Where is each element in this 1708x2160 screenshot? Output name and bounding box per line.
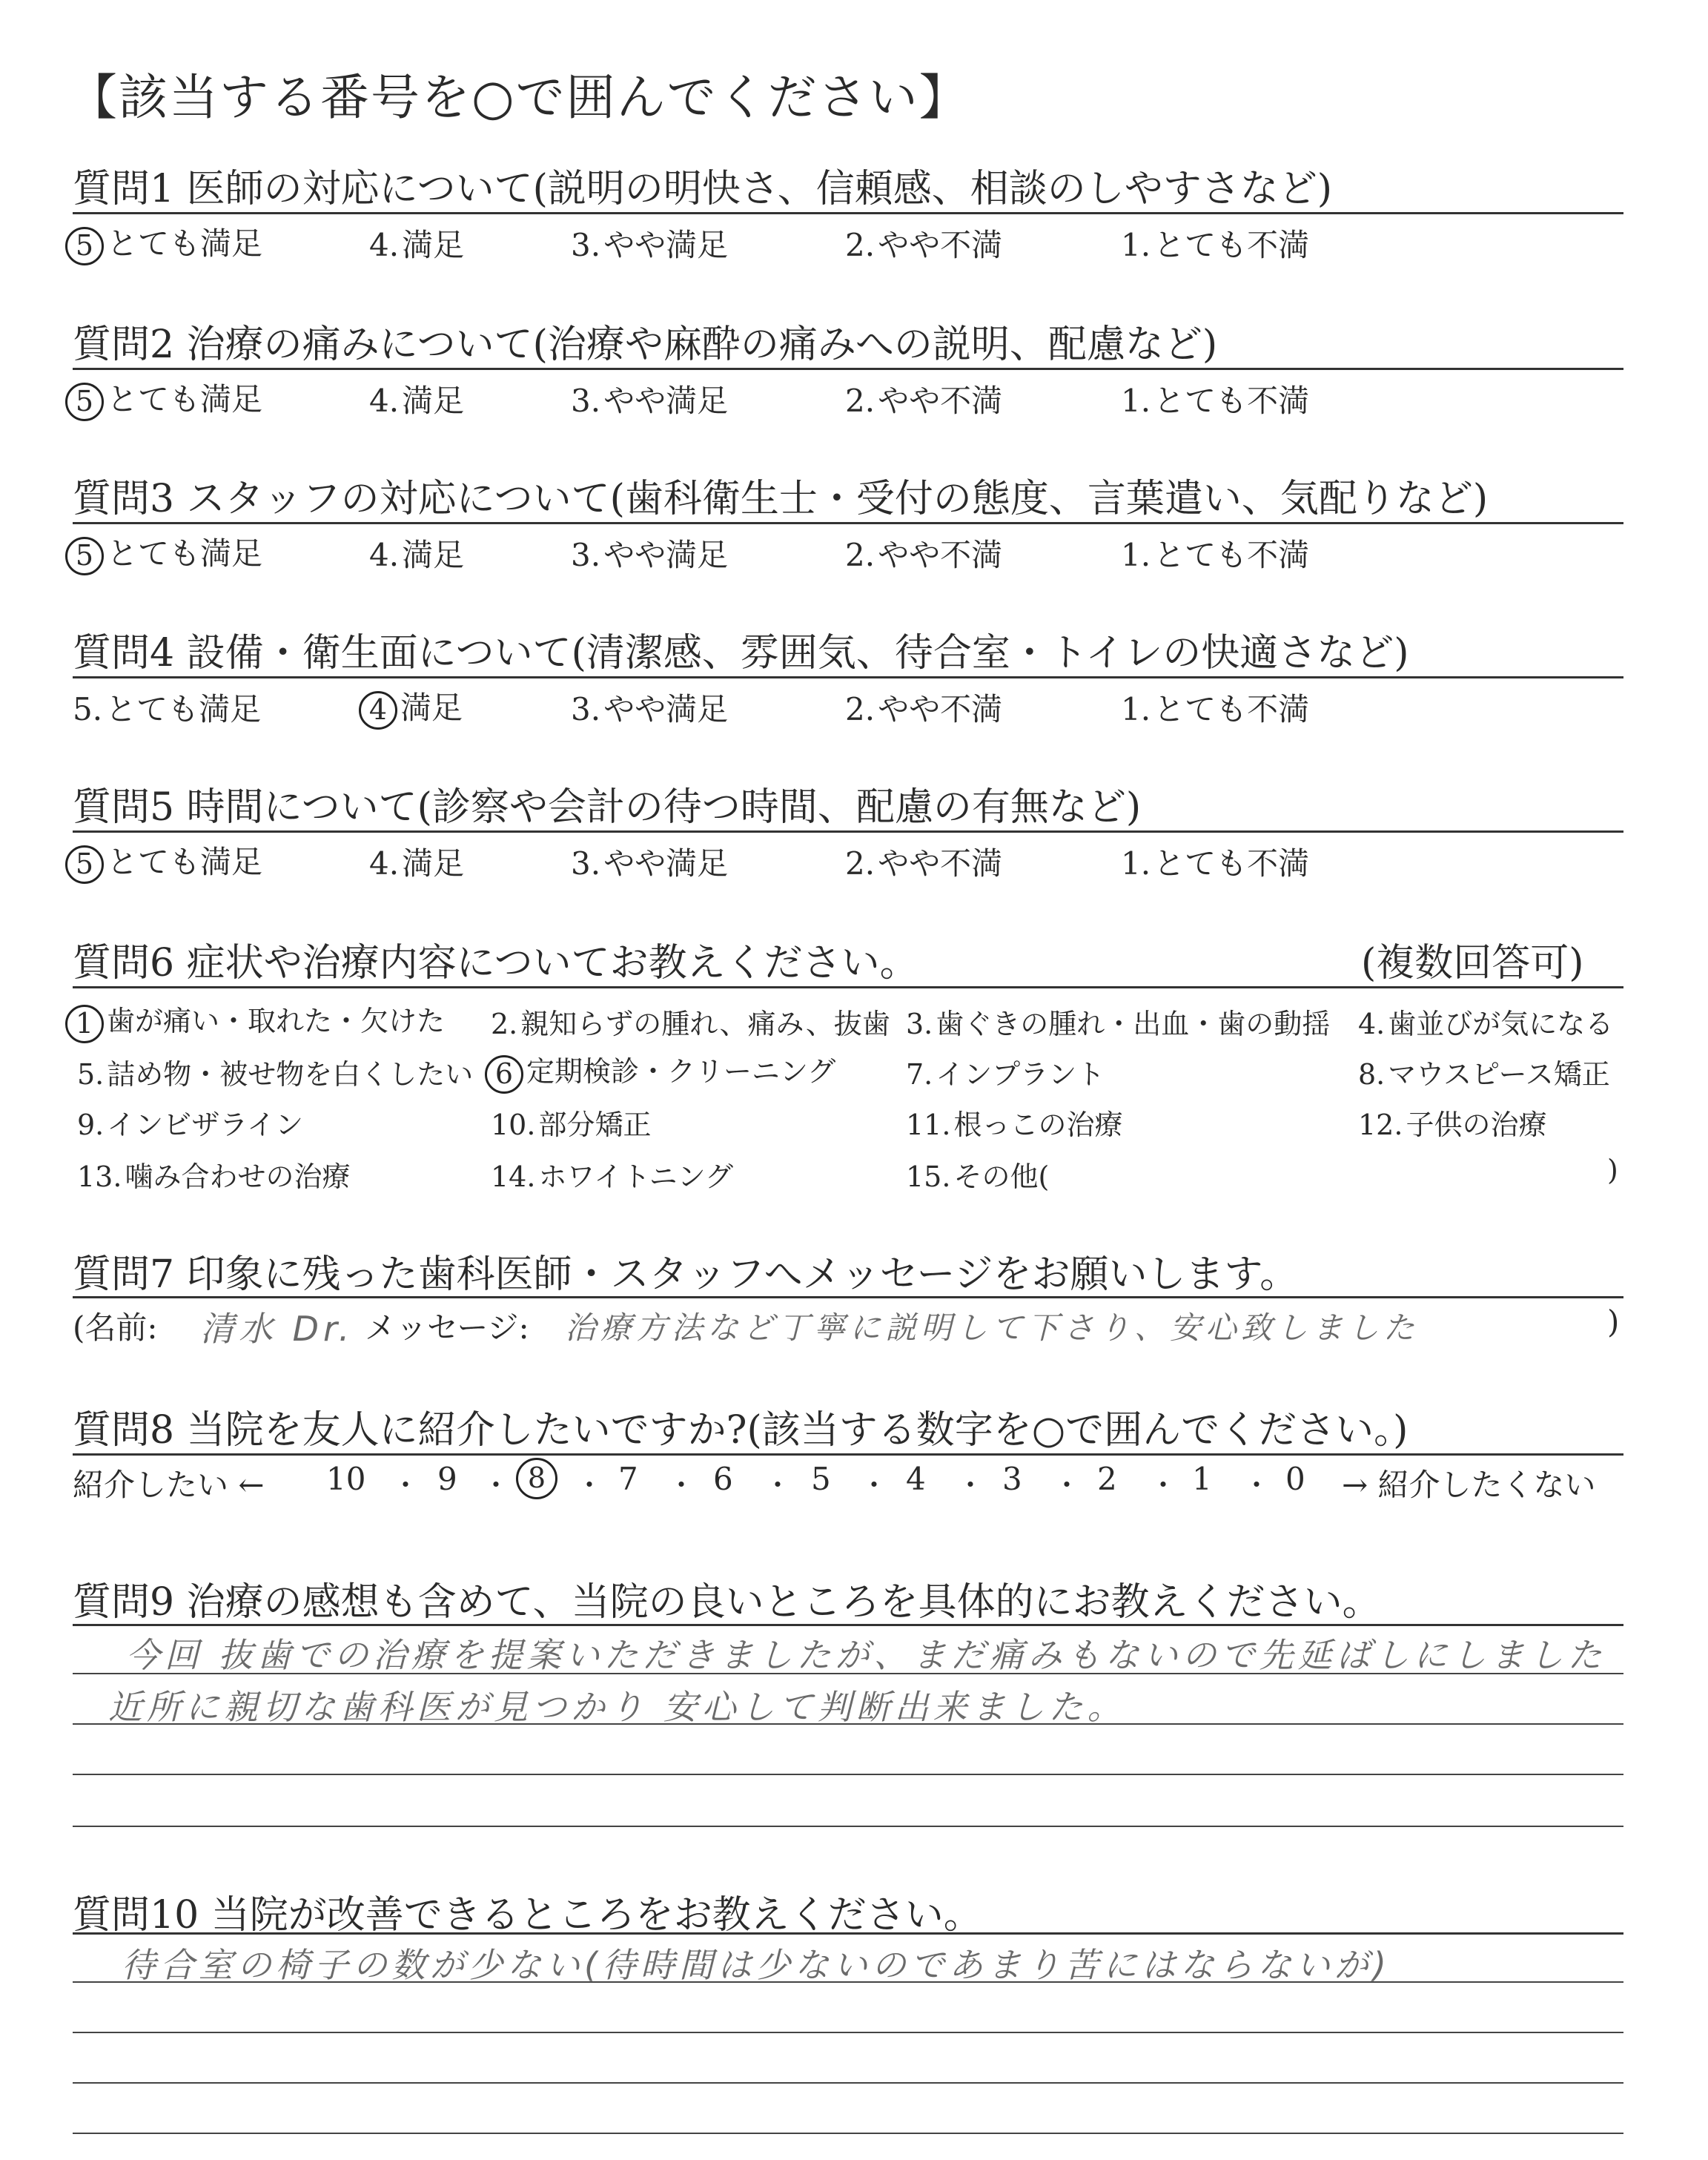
q6-option-14[interactable]: 14. ホワイトニング — [491, 1160, 734, 1193]
scale-10[interactable]: 10 — [326, 1461, 366, 1497]
q1-option-5[interactable]: 5 とても満足 — [65, 219, 262, 265]
q6-option-7[interactable]: 7. インプラント — [906, 1058, 1105, 1091]
selected-circle: 4 — [359, 691, 397, 730]
q6-option-5[interactable]: 5. 詰め物・被せ物を白くしたい — [77, 1058, 474, 1091]
q2-option-3[interactable]: 3.やや満足 — [571, 383, 729, 419]
question-6-title: 質問6 症状や治療内容についてお教えください。 — [73, 941, 918, 985]
q4-option-3[interactable]: 3.やや満足 — [571, 691, 729, 727]
question-5-title: 質問5 時間について(診察や会計の待つ時間、配慮の有無など) — [73, 785, 1142, 830]
scale-8[interactable] — [516, 1458, 560, 1499]
q9-writing-line — [73, 1826, 1623, 1827]
q3-option-4[interactable]: 4.満足 — [369, 537, 465, 573]
q10-writing-line — [73, 2133, 1623, 2134]
q3-option-3[interactable]: 3.やや満足 — [571, 537, 729, 573]
q7-close: ) — [1607, 1304, 1620, 1340]
q7-message-label: メッセージ: — [365, 1309, 529, 1346]
q7-name-label: (名前: — [73, 1309, 158, 1346]
q7-message-value[interactable]: 治療方法など丁寧に説明して下さり、安心致しました — [565, 1309, 1420, 1346]
scale-5[interactable]: 5 — [811, 1461, 831, 1497]
scale-6[interactable]: 6 — [713, 1461, 733, 1497]
q9-writing-line — [73, 1774, 1623, 1775]
q9-answer-line-1[interactable]: 今回 抜歯での治療を提案いただきましたが、まだ痛みもないので先延ばしにしました — [126, 1635, 1606, 1675]
question-3-title: 質問3 スタッフの対応について(歯科衛生士・受付の態度、言葉遣い、気配りなど) — [73, 477, 1489, 521]
recommend-right-label: → 紹介したくない — [1342, 1467, 1596, 1503]
scale-separator: ・ — [1149, 1469, 1178, 1502]
question-7-rule — [73, 1296, 1623, 1298]
question-5-rule — [73, 830, 1623, 833]
q2-option-4[interactable]: 4.満足 — [369, 383, 465, 419]
question-6-rule — [73, 986, 1623, 988]
q6-option-11[interactable]: 11. 根っこの治療 — [906, 1109, 1123, 1141]
multiple-answer-note: (複数回答可) — [1361, 941, 1584, 985]
scale-separator: ・ — [1053, 1469, 1082, 1502]
q4-option-4[interactable]: 4 満足 — [359, 684, 463, 730]
scale-9[interactable]: 9 — [437, 1461, 457, 1497]
question-1-title: 質問1 医師の対応について(説明の明快さ、信頼感、相談のしやすさなど) — [73, 167, 1333, 211]
q4-option-2[interactable]: 2.やや不満 — [845, 691, 1003, 727]
selected-circle: 5 — [65, 845, 104, 884]
q1-option-3[interactable]: 3.やや満足 — [571, 227, 729, 263]
q5-option-5[interactable]: 5 とても満足 — [65, 838, 262, 884]
q4-option-5[interactable]: 5.とても満足 — [73, 691, 262, 727]
question-8-rule — [73, 1453, 1623, 1456]
q6-option-4[interactable]: 4. 歯並びが気になる — [1358, 1008, 1614, 1040]
selected-circle: 8 — [516, 1458, 557, 1499]
q9-writing-line — [73, 1723, 1623, 1725]
q6-option-1[interactable]: 1 歯が痛い・取れた・欠けた — [65, 998, 445, 1043]
form-header: 【該当する番号を○で囲んでください】 — [68, 69, 970, 126]
q6-option-6[interactable]: 6 定期検診・クリーニング — [485, 1048, 835, 1094]
selected-circle: 5 — [65, 537, 104, 575]
scale-separator: ・ — [956, 1469, 985, 1502]
scale-separator: ・ — [667, 1469, 696, 1502]
q6-option-3[interactable]: 3. 歯ぐきの腫れ・出血・歯の動揺 — [906, 1008, 1331, 1040]
scale-separator: ・ — [575, 1469, 604, 1502]
question-10-rule — [73, 1932, 1623, 1935]
q9-writing-line — [73, 1673, 1623, 1674]
q6-other-close: ) — [1607, 1154, 1618, 1186]
q6-option-9[interactable]: 9. インビザライン — [77, 1109, 304, 1141]
scale-1[interactable]: 1 — [1192, 1461, 1212, 1497]
q2-option-5[interactable]: 5 とても満足 — [65, 375, 262, 421]
scale-4[interactable]: 4 — [906, 1461, 926, 1497]
q5-option-1[interactable]: 1.とても不満 — [1121, 845, 1310, 882]
question-4-rule — [73, 676, 1623, 678]
selected-circle: 5 — [65, 227, 104, 265]
question-2-title: 質問2 治療の痛みについて(治療や麻酔の痛みへの説明、配慮など) — [73, 323, 1218, 367]
question-9-title: 質問9 治療の感想も含めて、当院の良いところを具体的にお教えください。 — [73, 1580, 1381, 1625]
q2-option-2[interactable]: 2.やや不満 — [845, 383, 1003, 419]
q5-option-4[interactable]: 4.満足 — [369, 845, 465, 882]
q3-option-2[interactable]: 2.やや不満 — [845, 537, 1003, 573]
scale-separator: ・ — [860, 1469, 889, 1502]
q5-option-2[interactable]: 2.やや不満 — [845, 845, 1003, 882]
scale-separator: ・ — [764, 1469, 792, 1502]
q2-option-1[interactable]: 1.とても不満 — [1121, 383, 1310, 419]
question-1-rule — [73, 212, 1623, 214]
scale-separator: ・ — [482, 1469, 511, 1502]
scale-0[interactable]: 0 — [1285, 1461, 1305, 1497]
selected-circle: 5 — [65, 383, 104, 421]
q6-option-13[interactable]: 13. 噛み合わせの治療 — [77, 1160, 351, 1193]
recommend-left-label: 紹介したい ← — [73, 1467, 265, 1503]
q7-name-value[interactable]: 清水 Dr. — [200, 1309, 354, 1349]
q5-option-3[interactable]: 3.やや満足 — [571, 845, 729, 882]
scale-2[interactable]: 2 — [1097, 1461, 1117, 1497]
question-8-title: 質問8 当院を友人に紹介したいですか?(該当する数字を○で囲んでください。) — [73, 1408, 1409, 1453]
q6-option-12[interactable]: 12. 子供の治療 — [1358, 1109, 1547, 1141]
q10-writing-line — [73, 2032, 1623, 2033]
q10-answer-line-1[interactable]: 待合室の椅子の数が少ない(待時間は少ないのであまり苦にはならないが) — [122, 1945, 1391, 1985]
q6-option-8[interactable]: 8. マウスピース矯正 — [1358, 1058, 1610, 1091]
question-4-title: 質問4 設備・衛生面について(清潔感、雰囲気、待合室・トイレの快適さなど) — [73, 631, 1409, 676]
scale-7[interactable]: 7 — [618, 1461, 638, 1497]
selected-circle: 1 — [65, 1005, 104, 1043]
q10-writing-line — [73, 1981, 1623, 1983]
q1-option-2[interactable]: 2.やや不満 — [845, 227, 1003, 263]
q9-answer-line-2[interactable]: 近所に親切な歯科医が見つかり 安心して判断出来ました。 — [108, 1687, 1126, 1727]
q6-option-2[interactable]: 2. 親知らずの腫れ、痛み、抜歯 — [491, 1008, 890, 1040]
scale-separator: ・ — [1242, 1469, 1271, 1502]
q10-writing-line — [73, 2082, 1623, 2084]
scale-3[interactable]: 3 — [1002, 1461, 1022, 1497]
question-3-rule — [73, 522, 1623, 524]
q3-option-5[interactable]: 5 とても満足 — [65, 529, 262, 575]
q1-option-1[interactable]: 1.とても不満 — [1121, 227, 1310, 263]
q1-option-4[interactable]: 4.満足 — [369, 227, 465, 263]
question-10-title: 質問10 当院が改善できるところをお教えください。 — [73, 1893, 982, 1938]
q6-option-15[interactable]: 15. その他( — [906, 1160, 1050, 1193]
question-9-rule — [73, 1624, 1623, 1626]
question-7-title: 質問7 印象に残った歯科医師・スタッフへメッセージをお願いします。 — [73, 1252, 1299, 1297]
q3-option-1[interactable]: 1.とても不満 — [1121, 537, 1310, 573]
q6-option-10[interactable]: 10. 部分矯正 — [491, 1109, 652, 1141]
q4-option-1[interactable]: 1.とても不満 — [1121, 691, 1310, 727]
question-2-rule — [73, 368, 1623, 370]
scale-separator: ・ — [391, 1469, 420, 1502]
selected-circle: 6 — [485, 1055, 523, 1094]
